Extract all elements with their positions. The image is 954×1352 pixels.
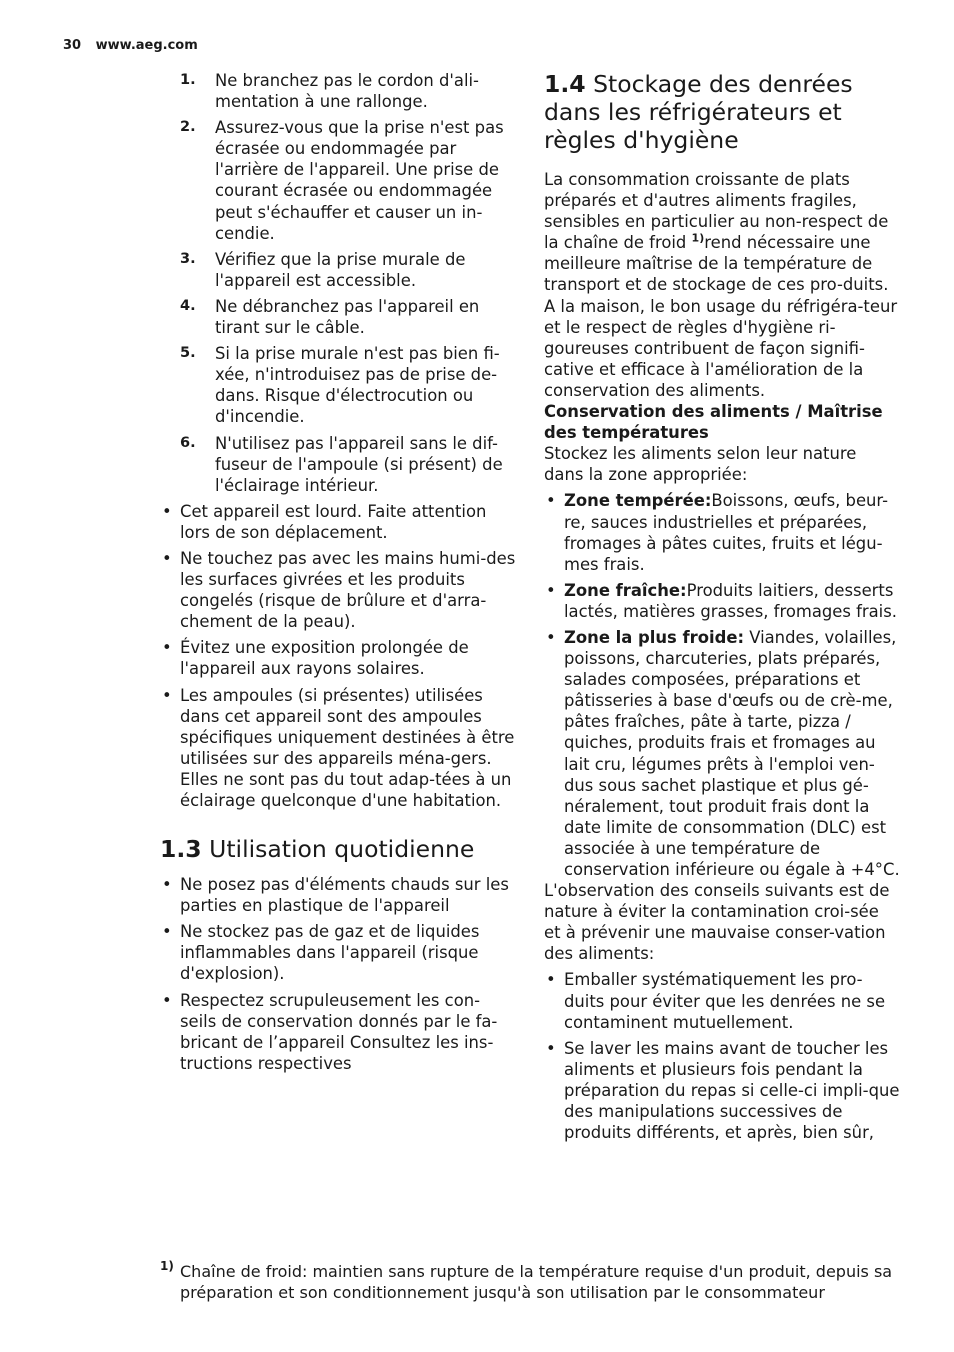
list-item: • Cet appareil est lourd. Faite attention lors de son déplacement. — [162, 501, 487, 542]
subheading: Conservation des aliments / Maîtrise des températures — [544, 402, 883, 443]
page-header — [63, 38, 198, 53]
safety-bullet-list — [160, 501, 516, 811]
observation-paragraph: L'observation des conseils suivants est de nature à éviter la contamination croi-sée et à prévenir une mauvaise conser-vation des aliments: — [544, 881, 890, 964]
section-heading-1-4: 1.4 Stockage des denrées dans les réfrigérateurs et règles d'hygiène — [544, 70, 853, 154]
advice-bullet-list — [544, 969, 900, 1143]
site-url: www.aeg.com — [95, 38, 198, 53]
zone-list — [544, 490, 900, 880]
list-item: • Ne stockez pas de gaz et de liquides inflammables dans l'appareil (risque d'explosion). — [162, 922, 480, 984]
numbered-item: 3. Vérifiez que la prise murale de l'appareil est accessible. — [180, 249, 466, 290]
footnote-text: Chaîne de froid: maintien sans rupture de la température requise d'un produit, depuis sa préparation et son conditionnement jusqu'à son utilisation par le consommateur — [180, 1262, 893, 1302]
list-item: • Ne touchez pas avec les mains humi-des les surfaces givrées et les produits congelés (risque de brûlure et d'arra-chement de la peau). — [162, 548, 516, 632]
footnote — [160, 1259, 920, 1303]
list-item: • Emballer systématiquement les pro-duits pour éviter que les denrées ne se contaminent mutuellement. — [546, 970, 886, 1032]
zone-item: • Zone tempérée:Boissons, œufs, beur-re, sauces industrielles et préparées, fromages à pâtes cuites, fruits et légu-mes frais. — [546, 491, 889, 574]
footnote-mark: 1) — [160, 1259, 174, 1273]
intro-paragraph: La consommation croissante de plats préparés et d'autres aliments fragiles, sensibles en particulier au non-respect de la chaîne de froid $^{1)}$rend nécessaire une meilleure maîtrise de la température de transport et de stockage de ces pro-duits. — [544, 170, 889, 295]
footnote-ref: 1) — [691, 231, 705, 245]
list-item: • Se laver les mains avant de toucher les aliments et plusieurs fois pendant la préparation du repas si celle-ci impli-que des manipulations successives de produits différents, et après, bien sûr, — [546, 1038, 900, 1143]
list-item: • Ne posez pas d'éléments chauds sur les parties en plastique de l'appareil — [162, 875, 509, 916]
numbered-item: 4. Ne débranchez pas l'appareil en tirant sur le câble. — [180, 296, 480, 338]
numbered-item: 5. Si la prise murale n'est pas bien fi-xée, n'introduisez pas de prise de-dans. Risque d'électrocution ou d'incendie. — [180, 344, 500, 427]
numbered-item: 2. Assurez-vous que la prise n'est pas écrasée ou endommagée par l'arrière de l'appareil. Une prise de courant écrasée ou endommagée peut s'échauffer et causer un in-cendie. — [180, 118, 504, 243]
list-item: • Évitez une exposition prolongée de l'appareil aux rayons solaires. — [162, 638, 469, 679]
zone-item: • Zone la plus froide: Viandes, volailles, poissons, charcuteries, plats préparés, salades composées, préparations et pâtisseries à base d'œufs ou de crè-me, pâtes fraîches, pâte à tarte, pizza / quiches, produits frais et fromages au lait cru, légumes prêts à l'emploi ven-dus sous sachet plastique et plus gé-néralement, tout produit frais dont la date limite de consommation (DLC) est associée à une température de conservation inférieure ou égale à +4°C. — [546, 627, 900, 879]
page-number: 30 — [63, 38, 82, 53]
right-column — [544, 70, 900, 1148]
home-paragraph: A la maison, le bon usage du réfrigéra-teur et le respect de règles d'hygiène ri-goureuses contribuent de façon signifi-cative et efficace à l'amélioration de la conservation des aliments. — [544, 296, 898, 400]
list-item: • Respectez scrupuleusement les con-seils de conservation donnés par le fa-bricant de l’appareil Consultez les ins-tructions respectives — [162, 990, 498, 1073]
numbered-item: 1. Ne branchez pas le cordon d'ali-mentation à une rallonge. — [180, 71, 479, 112]
daily-use-bullet-list — [160, 874, 516, 1074]
numbered-list — [160, 70, 516, 496]
store-paragraph: Stockez les aliments selon leur nature dans la zone appropriée: — [544, 444, 857, 485]
zone-item: • Zone fraîche:Produits laitiers, desserts lactés, matières grasses, fromages frais. — [546, 580, 897, 621]
left-column — [160, 70, 516, 1079]
numbered-item: 6. N'utilisez pas l'appareil sans le dif-fuseur de l'ampoule (si présent) de l'éclairage intérieur. — [180, 433, 503, 495]
section-heading-1-3: 1.3 Utilisation quotidienne — [160, 835, 475, 864]
list-item: • Les ampoules (si présentes) utilisées dans cet appareil sont des ampoules spécifiques uniquement destinées à être utilisées sur des appareils ména-gers. Elles ne sont pas du tout adap-tées à un éclairage quelconque d'une habitation. — [162, 685, 515, 810]
